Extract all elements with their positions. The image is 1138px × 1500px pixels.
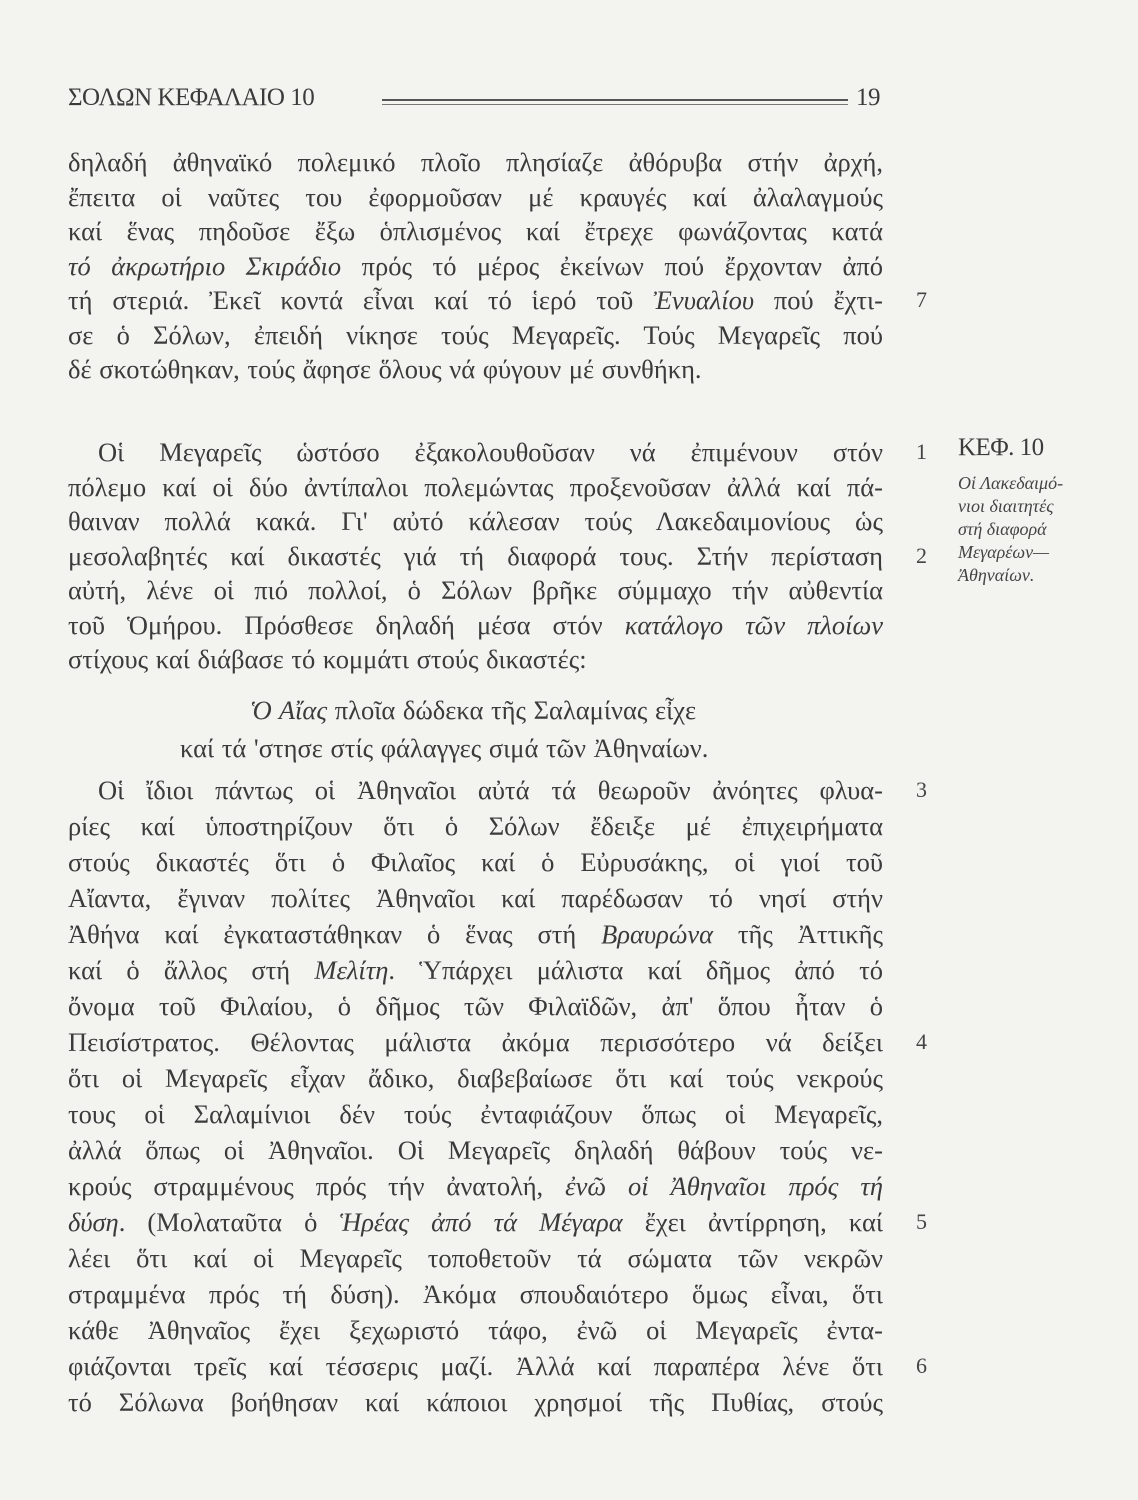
- text-segment: κρούς στραμμένους πρός τήν ἀνατολή,: [68, 1171, 566, 1201]
- margin-line-number: 2: [916, 542, 927, 568]
- text-line: [68, 574, 883, 606]
- sidenote-summary: [958, 472, 1063, 587]
- text-segment: πόλεμο καί οἱ δύο ἀντίπαλοι πολεμώντας προξενοῦσαν ἀλλά καί πά-: [68, 471, 883, 502]
- text-segment: τους οἱ Σαλαμίνιοι δέν τούς ἐνταφιάζουν ὅπως οἱ Μεγαρεῖς,: [68, 1099, 883, 1129]
- text-line: [68, 319, 883, 351]
- verse-line: [250, 694, 696, 726]
- text-segment: δηλαδή ἀθηναϊκό πολεμικό πλοῖο πλησίαζε ἀθόρυβα στήν ἀρχή,: [68, 147, 883, 177]
- text-line: [68, 1242, 883, 1274]
- italic-segment: κατάλογο τῶν πλοίων: [624, 609, 883, 640]
- text-line: [68, 846, 883, 878]
- text-segment: ἀλλά ὅπως οἱ Ἀθηναῖοι. Οἱ Μεγαρεῖς δηλαδή θάβουν τούς νε-: [68, 1135, 883, 1165]
- text-line: [68, 505, 883, 537]
- margin-line-number: 7: [916, 287, 927, 312]
- italic-segment: Ἡρέας ἀπό τά Μέγαρα: [339, 1207, 623, 1237]
- text-segment: πλοῖα δώδεκα τῆς Σαλαμίνας εἶχε: [327, 695, 697, 725]
- text-segment: στούς δικαστές ὅτι ὁ Φιλαῖος καί ὁ Εὐρυσάκης, οἱ γιοί τοῦ: [68, 847, 883, 877]
- text-line: [68, 643, 883, 675]
- italic-segment: ἐνῶ οἱ Ἀθηναῖοι πρός τή: [565, 1171, 884, 1201]
- text-line: [98, 774, 883, 806]
- text-segment: ὄνομα τοῦ Φιλαίου, ὁ δῆμος τῶν Φιλαϊδῶν, ἀπ' ὅπου ἦταν ὁ: [68, 991, 883, 1021]
- text-segment: αὐτή, λένε οἱ πιό πολλοί, ὁ Σόλων βρῆκε σύμμαχο τήν αὐθεντία: [68, 575, 883, 605]
- text-line: [68, 918, 883, 950]
- text-line: [68, 1170, 883, 1202]
- text-segment: Οἱ ἴδιοι πάντως οἱ Ἀθηναῖοι αὐτά τά θεωροῦν ἀνόητες φλυα-: [98, 775, 883, 805]
- text-segment: . Ὑπάρχει μάλιστα καί δῆμος ἀπό τό: [388, 955, 883, 985]
- text-segment: τῆς Ἀττικῆς: [713, 919, 883, 949]
- text-segment: ἔχει ἀντίρρηση, καί: [622, 1207, 883, 1237]
- italic-segment: Ἐνυαλίου: [653, 285, 755, 315]
- header-rule: [382, 99, 848, 101]
- page-number: 19: [856, 84, 880, 111]
- text-line: [68, 471, 883, 503]
- text-segment: λέει ὅτι καί οἱ Μεγαρεῖς τοποθετοῦν τά σώματα τῶν νεκρῶν: [68, 1243, 883, 1273]
- italic-segment: Μελίτη: [314, 955, 389, 985]
- text-line: [68, 1098, 883, 1130]
- text-segment: . (Μολαταῦτα ὁ: [118, 1207, 340, 1237]
- text-segment: καί ἕνας πηδοῦσε ἔξω ὁπλισμένος καί ἔτρεχε φωνάζοντας κατά: [68, 216, 883, 246]
- text-line: [68, 990, 883, 1022]
- text-line: [68, 1314, 883, 1346]
- text-segment: μεσολαβητές καί δικαστές γιά τή διαφορά τους. Στήν περίσταση: [68, 540, 883, 571]
- text-segment: ἔπειτα οἱ ναῦτες του ἐφορμοῦσαν μέ κραυγές καί ἀλαλαγμούς: [68, 181, 883, 212]
- text-line: [68, 1062, 883, 1094]
- text-segment: καί τά 'στησε στίς φάλαγγες σιμά τῶν Ἀθηναίων.: [180, 733, 709, 763]
- text-line: [68, 1206, 883, 1238]
- italic-segment: Βραυρώνα: [601, 919, 713, 949]
- text-segment: πού ἔχτι-: [754, 285, 883, 315]
- text-segment: Πεισίστρατος. Θέλοντας μάλιστα ἀκόμα περισσότερο νά δείξει: [68, 1027, 883, 1057]
- text-line: [68, 1350, 883, 1382]
- text-segment: θαιναν πολλά κακά. Γι' αὐτό κάλεσαν τούς Λακεδαιμονίους ὡς: [68, 506, 883, 536]
- text-line: [68, 181, 883, 213]
- text-line: [98, 436, 883, 468]
- running-header-title: ΣΟΛΩΝ ΚΕΦΑΛΑΙΟ 10: [68, 84, 315, 111]
- sidenote-chapter-heading: ΚΕΦ. 10: [958, 434, 1044, 461]
- sidenote-line: Οἱ Λακεδαιμό-: [958, 473, 1064, 493]
- text-line: [68, 353, 883, 385]
- margin-line-number: 4: [916, 1029, 927, 1054]
- text-line: [68, 1278, 883, 1310]
- header-rule-lower: [382, 104, 848, 105]
- italic-segment: τό ἀκρωτήριο Σκιράδιο: [68, 250, 342, 281]
- text-line: [68, 954, 883, 986]
- text-line: [68, 810, 883, 842]
- text-line: [68, 284, 883, 316]
- text-line: [68, 215, 883, 247]
- sidenote-line: νιοι διαιτητές: [958, 496, 1054, 516]
- text-line: [68, 1026, 883, 1058]
- italic-segment: Ὁ Αἴας: [250, 695, 328, 725]
- margin-line-number: 1: [916, 439, 927, 464]
- text-line: [68, 540, 883, 572]
- text-segment: καί ὁ ἄλλος στή: [68, 955, 315, 985]
- text-segment: τοῦ Ὁμήρου. Πρόσθεσε δηλαδή μέσα στόν: [68, 609, 625, 640]
- verse-line: [180, 732, 708, 764]
- text-segment: Ἀθήνα καί ἐγκαταστάθηκαν ὁ ἕνας στή: [68, 919, 602, 949]
- text-line: [68, 250, 883, 282]
- text-segment: τό Σόλωνα βοήθησαν καί κάποιοι χρησμοί τῆς Πυθίας, στούς: [68, 1387, 883, 1417]
- text-segment: ὅτι οἱ Μεγαρεῖς εἶχαν ἄδικο, διαβεβαίωσε ὅτι καί τούς νεκρούς: [68, 1063, 883, 1093]
- text-line: [68, 146, 883, 178]
- text-segment: δέ σκοτώθηκαν, τούς ἄφησε ὅλους νά φύγουν μέ συνθήκη.: [68, 354, 702, 384]
- text-segment: ρίες καί ὑποστηρίζουν ὅτι ὁ Σόλων ἔδειξε μέ ἐπιχειρήματα: [68, 811, 883, 841]
- text-segment: τή στεριά. Ἐκεῖ κοντά εἶναι καί τό ἱερό τοῦ: [68, 285, 654, 315]
- text-segment: σε ὁ Σόλων, ἐπειδή νίκησε τούς Μεγαρεῖς. Τούς Μεγαρεῖς πού: [68, 319, 883, 350]
- text-segment: πρός τό μέρος ἐκείνων πού ἔρχονταν ἀπό: [341, 250, 883, 281]
- text-segment: Οἱ Μεγαρεῖς ὡστόσο ἐξακολουθοῦσαν νά ἐπιμένουν στόν: [98, 437, 883, 467]
- sidenote-line: στή διαφορά: [958, 519, 1047, 539]
- italic-segment: δύση: [68, 1207, 119, 1237]
- text-segment: κάθε Ἀθηναῖος ἔχει ξεχωριστό τάφο, ἐνῶ οἱ Μεγαρεῖς ἐντα-: [68, 1315, 883, 1345]
- text-segment: στραμμένα πρός τή δύση). Ἀκόμα σπουδαιότερο ὅμως εἶναι, ὅτι: [68, 1279, 883, 1309]
- sidenote-line: Μεγαρέων—: [958, 542, 1050, 562]
- text-segment: φιάζονται τρεῖς καί τέσσερις μαζί. Ἀλλά καί παραπέρα λένε ὅτι: [68, 1351, 883, 1381]
- text-segment: στίχους καί διάβασε τό κομμάτι στούς δικαστές:: [68, 644, 587, 674]
- margin-line-number: 5: [916, 1209, 927, 1234]
- text-line: [68, 609, 883, 641]
- text-line: [68, 1134, 883, 1166]
- text-segment: Αἴαντα, ἔγιναν πολίτες Ἀθηναῖοι καί παρέδωσαν τό νησί στήν: [68, 883, 883, 913]
- text-line: [68, 1386, 883, 1418]
- margin-line-number: 6: [916, 1353, 927, 1378]
- margin-line-number: 3: [916, 777, 927, 802]
- sidenote-line: Ἀθηναίων.: [958, 565, 1035, 585]
- text-line: [68, 882, 883, 914]
